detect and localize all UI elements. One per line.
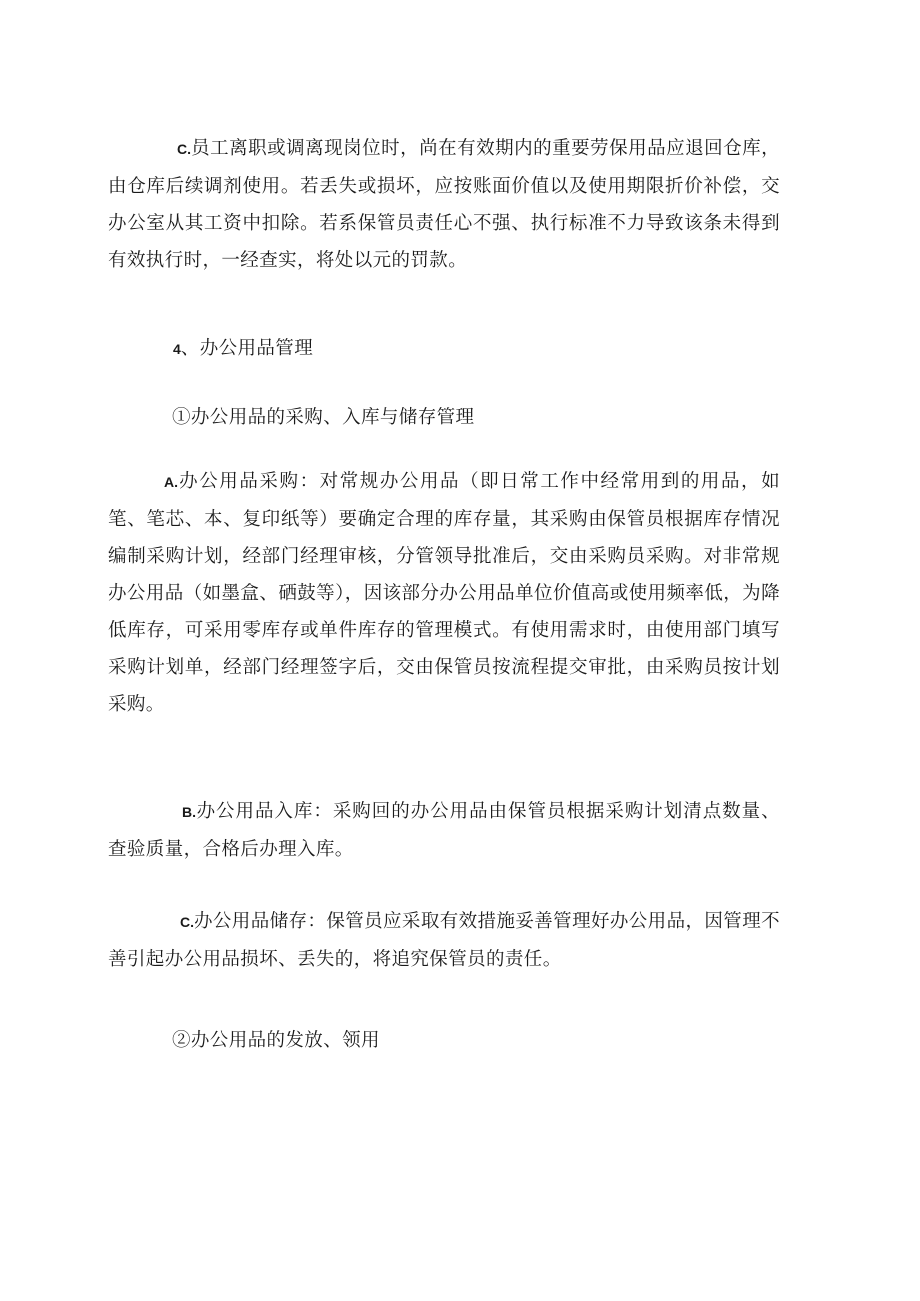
subheading-procurement-storage	[108, 399, 780, 436]
paragraph-b-warehousing	[108, 793, 780, 868]
paragraph-c-employee-departure	[108, 130, 780, 279]
subheading-distribution	[108, 1022, 780, 1059]
section-heading-office-supplies	[108, 330, 780, 368]
paragraph-marker: C.	[177, 141, 191, 157]
paragraph-c-storage	[108, 903, 780, 978]
paragraph-a-procurement	[108, 463, 780, 723]
paragraph-text: 办公用品入库：采购回的办公用品由保管员根据采购计划清点数量、查验质量，合格后办理入库。	[108, 801, 780, 860]
paragraph-marker: C.	[180, 914, 194, 930]
subheading-text: ②办公用品的发放、领用	[172, 1030, 380, 1051]
section-number: 4	[173, 341, 181, 357]
paragraph-text: 办公用品采购：对常规办公用品（即日常工作中经常用到的用品，如笔、笔芯、本、复印纸等）要确定合理的库存量，其采购由保管员根据库存情况编制采购计划，经部门经理审核，分管领导批准后，交由采购员采购。对非常规办公用品（如墨盒、硒鼓等），因该部分办公用品单位价值高或使用频率低，为降低库存，可采用零库存或单件库存的管理模式。有使用需求时，由使用部门填写采购计划单，经部门经理签字后，交由保管员按流程提交审批，由采购员按计划采购。	[108, 471, 780, 715]
paragraph-marker: A.	[164, 474, 178, 490]
subheading-text: ①办公用品的采购、入库与储存管理	[172, 407, 475, 428]
paragraph-marker: B.	[182, 804, 196, 820]
section-title: 、办公用品管理	[180, 338, 314, 359]
paragraph-text: 员工离职或调离现岗位时，尚在有效期内的重要劳保用品应退回仓库，由仓库后续调剂使用。若丢失或损坏，应按账面价值以及使用期限折价补偿，交办公室从其工资中扣除。若系保管员责任心不强、执行标准不力导致该条未得到有效执行时，一经查实，将处以元的罚款。	[108, 138, 780, 271]
paragraph-text: 办公用品储存：保管员应采取有效措施妥善管理好办公用品，因管理不善引起办公用品损坏、丢失的，将追究保管员的责任。	[108, 911, 780, 970]
